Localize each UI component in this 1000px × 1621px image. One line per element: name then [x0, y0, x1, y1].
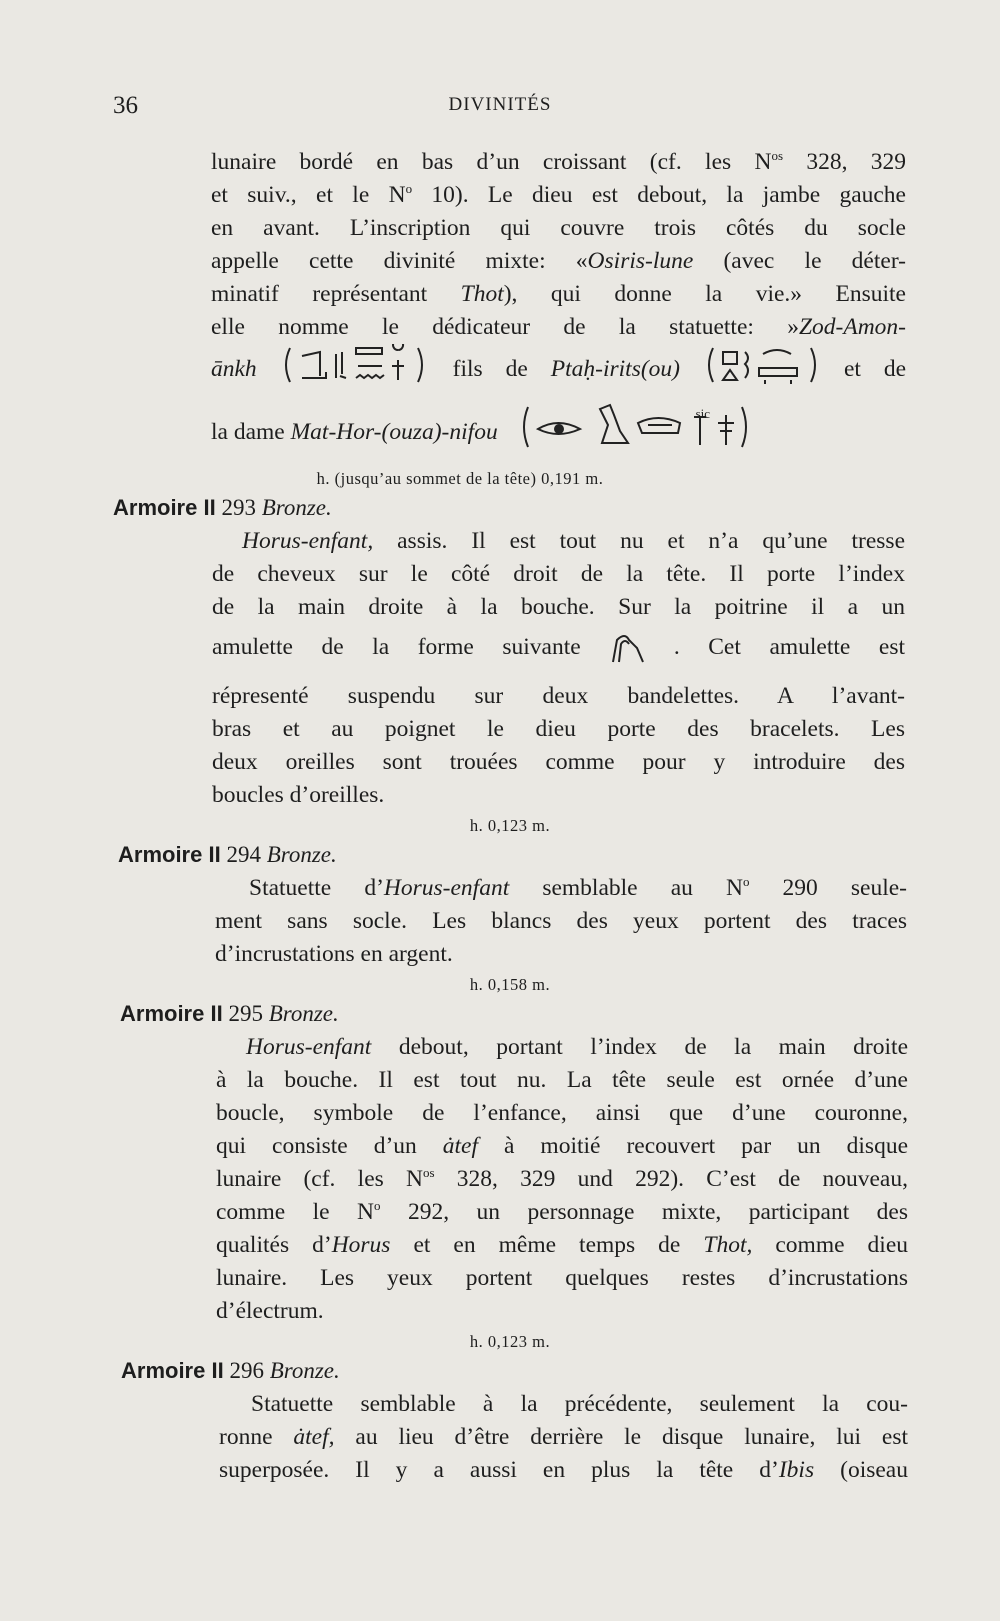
text-line: [211, 344, 906, 401]
text-run: comme le N: [216, 1199, 374, 1225]
text-line: [215, 872, 907, 905]
text-line: de cheveux sur le côté droit de la tête. Il porte l’index: [212, 561, 905, 587]
entry-number: 293: [221, 495, 256, 520]
superscript: os: [422, 1165, 435, 1180]
sic-note: sic: [695, 406, 711, 421]
text-run: lunaire (cf. les N: [216, 1166, 423, 1192]
italic-run: Horus-enfant,: [242, 528, 374, 554]
superscript: o: [374, 1198, 381, 1213]
dimension-note: h. 0,158 m.: [469, 975, 551, 994]
text-run: assis. Il est tout nu et n’a qu’une tresse: [373, 528, 905, 554]
dimension-note: h. (jusqu’au sommet de la tête) 0,191 m.: [316, 469, 604, 488]
text-line: [211, 146, 906, 179]
intro-paragraph: [211, 146, 906, 465]
italic-run: Horus-enfant: [246, 1034, 372, 1060]
italic-run: ȧtef: [442, 1133, 479, 1159]
text-line: ment sans socle. Les blancs des yeux portent des traces: [215, 908, 907, 934]
text-line: boucle, symbole de l’enfance, ainsi que d’une couronne,: [216, 1100, 908, 1126]
entry-number: 294: [226, 842, 261, 867]
hieroglyphs-icon: [280, 344, 430, 386]
catalog-entry-heading: [120, 1001, 1000, 1027]
text-line: Statuette semblable à la précédente, seulement la cou-: [251, 1391, 908, 1417]
armoire-label: Armoire II: [121, 1358, 224, 1383]
entry-number: 295: [228, 1001, 263, 1026]
hieroglyphs-icon: [703, 344, 821, 386]
text-line: [216, 1163, 908, 1196]
text-line: répresenté suspendu sur deux bandelettes. A l’avant-: [212, 683, 905, 709]
superscript: os: [771, 148, 783, 163]
entry-paragraph: [216, 1031, 908, 1328]
text-line: [216, 1031, 908, 1064]
entry-paragraph: [212, 525, 905, 812]
page-number: 36: [113, 92, 138, 119]
text-run: à moitié recouvert par un disque: [478, 1133, 908, 1159]
catalog-entry-heading: [121, 1358, 1000, 1384]
text-line: [216, 1130, 908, 1163]
text-run: superposée. Il y a aussi en plus la tête d’: [219, 1457, 779, 1483]
text-run: et de: [843, 356, 907, 382]
text-run: et en même temps de: [390, 1232, 704, 1258]
armoire-label: Armoire II: [118, 842, 221, 867]
text-run: qui consiste d’un: [216, 1133, 443, 1159]
text-line: [211, 245, 906, 278]
text-run: qualités d’: [216, 1232, 332, 1258]
text-line: boucles d’oreilles.: [212, 782, 385, 808]
material-label: Bronze.: [268, 1001, 339, 1026]
entry-paragraph: [219, 1388, 908, 1487]
entry-number: 296: [229, 1358, 264, 1383]
text-run: debout, portant l’index de la main droite: [371, 1034, 908, 1060]
superscript: o: [742, 874, 750, 889]
text-line: [219, 1454, 908, 1487]
superscript: o: [405, 181, 413, 196]
text-line: lunaire. Les yeux portent quelques restes d’incrustations: [216, 1265, 908, 1291]
italic-run: ȧtef,: [293, 1424, 335, 1450]
text-run: (avec le déter-: [693, 248, 906, 274]
running-title: DIVINITÉS: [448, 94, 552, 115]
text-run: appelle cette divinité mixte: «: [211, 248, 588, 274]
text-run: 328, 329: [783, 149, 907, 175]
italic-run: Zod-Amon-: [798, 314, 906, 340]
italic-run: Thot: [460, 281, 504, 307]
text-run: semblable au N: [509, 875, 743, 901]
text-run: minatif représentant: [211, 281, 461, 307]
text-line: d’incrustations en argent.: [215, 941, 453, 967]
hieroglyph-cartouche-ptah-irits: [703, 344, 821, 401]
text-run: 328, 329 und 292). C’est de nouveau,: [434, 1166, 908, 1192]
italic-run: Osiris-lune: [587, 248, 694, 274]
text-line: [219, 1421, 908, 1454]
page-body: [0, 146, 1000, 1487]
armoire-label: Armoire II: [113, 495, 216, 520]
text-run: amulette de la forme suivante: [212, 634, 581, 660]
text-run: ), qui donne la vie.» Ensuite: [503, 281, 906, 307]
text-line: [212, 624, 905, 680]
text-run: . Cet amulette est: [673, 634, 906, 660]
text-run: comme dieu: [752, 1232, 909, 1258]
text-run: (oiseau: [814, 1457, 908, 1483]
armoire-label: Armoire II: [120, 1001, 223, 1026]
text-run: 10). Le dieu est debout, la jambe gauche: [412, 182, 906, 208]
text-line: [211, 179, 906, 212]
text-line: [211, 278, 906, 311]
catalog-entry-heading: [113, 495, 1000, 521]
text-run: 290 seule-: [749, 875, 907, 901]
text-line: [211, 401, 906, 465]
text-run: ronne: [219, 1424, 294, 1450]
text-run: la dame: [211, 419, 291, 445]
text-run: elle nomme le dédicateur de la statuette: »: [211, 314, 799, 340]
italic-run: Ibis: [778, 1457, 815, 1483]
text-line: bras et au poignet le dieu porte des bracelets. Les: [212, 716, 905, 742]
text-line: de la main droite à la bouche. Sur la poitrine il a un: [212, 594, 905, 620]
dimension-note: h. 0,123 m.: [469, 816, 551, 835]
italic-run: Ptaḥ-irits(ou): [550, 356, 680, 382]
italic-run: Mat-Hor-(ouza)-nifou: [290, 419, 498, 445]
entry-paragraph: [215, 872, 907, 971]
text-run: fils de: [452, 356, 551, 382]
text-line: [216, 1196, 908, 1229]
amulet-shape-icon: [609, 628, 645, 664]
material-label: Bronze.: [266, 842, 337, 867]
text-line: [212, 525, 905, 558]
material-label: Bronze.: [269, 1358, 340, 1383]
hieroglyph-cartouche-mat-hor: [518, 401, 753, 465]
text-line: deux oreilles sont trouées comme pour y introduire des: [212, 749, 905, 775]
italic-run: Horus-enfant: [383, 875, 510, 901]
dimension-note: h. 0,123 m.: [469, 1332, 551, 1351]
text-run: et suiv., et le N: [211, 182, 406, 208]
text-line: d’électrum.: [216, 1298, 324, 1324]
text-run: 292, un personnage mixte, participant des: [380, 1199, 908, 1225]
amulet-icon: [609, 628, 645, 680]
hieroglyph-cartouche-zod-amon-ankh: [280, 344, 430, 401]
text-line: en avant. L’inscription qui couvre trois côtés du socle: [211, 215, 906, 241]
italic-run: Thot,: [703, 1232, 753, 1258]
text-run: lunaire bordé en bas d’un croissant (cf. les N: [211, 149, 772, 175]
italic-run: ānkh: [211, 356, 257, 382]
catalog-entry-heading: [118, 842, 1000, 868]
hieroglyphs-icon: [518, 401, 753, 449]
text-line: [216, 1229, 908, 1262]
text-line: à la bouche. Il est tout nu. La tête seule est ornée d’une: [216, 1067, 908, 1093]
italic-run: Horus: [331, 1232, 391, 1258]
running-head: [0, 92, 1000, 122]
text-run: Statuette d’: [249, 875, 384, 901]
material-label: Bronze.: [261, 495, 332, 520]
text-line: [211, 311, 906, 344]
text-run: au lieu d’être derrière le disque lunaire, lui est: [334, 1424, 908, 1450]
